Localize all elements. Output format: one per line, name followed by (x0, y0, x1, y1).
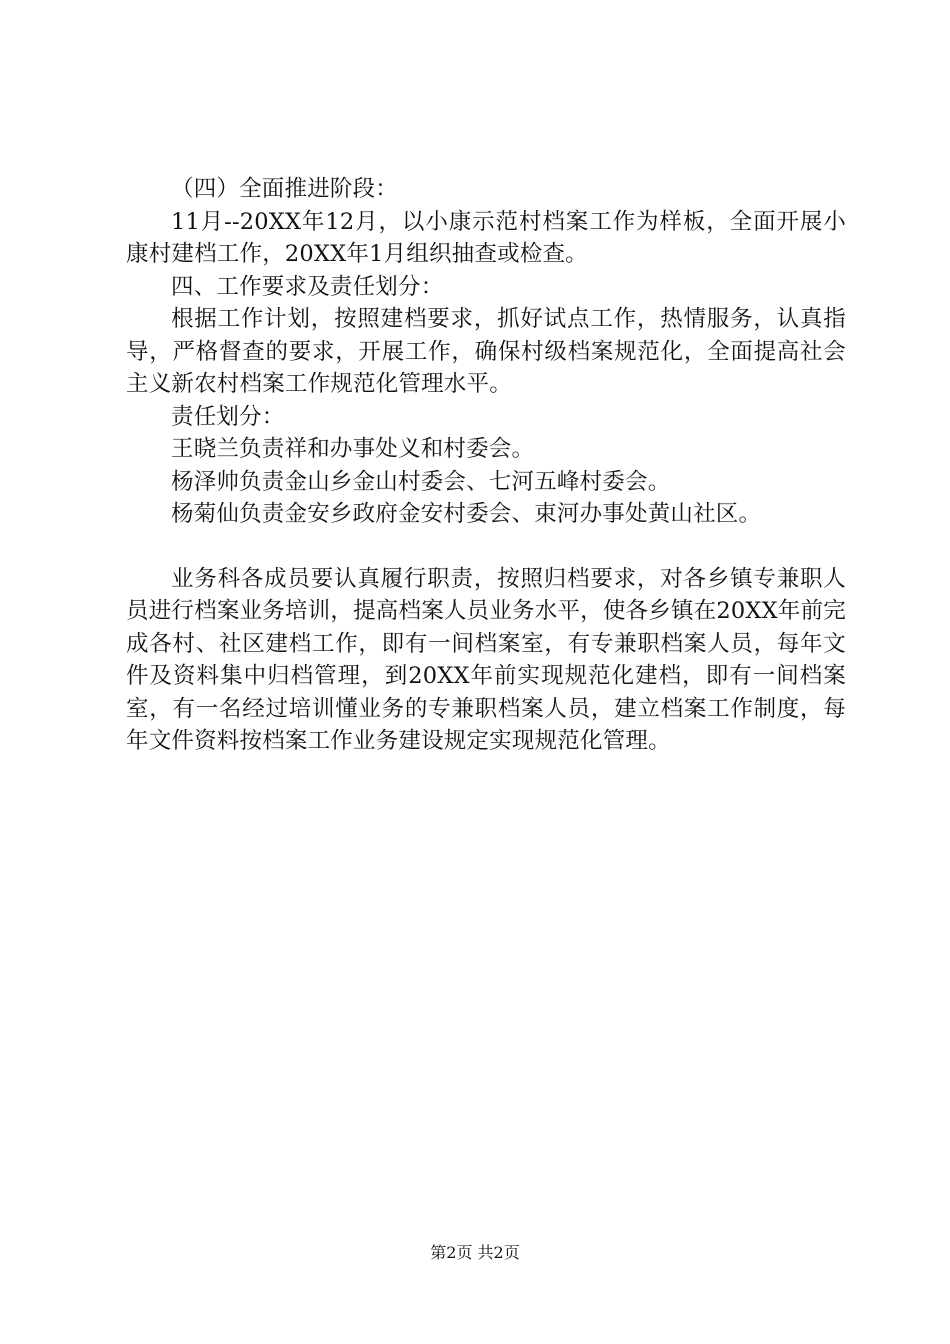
responsibility-item: 杨菊仙负责金安乡政府金安村委会、束河办事处黄山社区。 (171, 501, 762, 527)
document-body (126, 173, 846, 758)
responsibility-item: 王晓兰负责祥和办事处义和村委会。 (171, 436, 535, 462)
paragraph-work-plan: 根据工作计划，按照建档要求，抓好试点工作，热情服务，认真指导，严格督查的要求，开展工作，确保村级档案规范化，全面提高社会主义新农村档案工作规范化管理水平。 (126, 306, 846, 397)
section-heading-requirements: 四、工作要求及责任划分： (171, 273, 444, 300)
paragraph-schedule: 11月--20XX年12月，以小康示范村档案工作为样板，全面开展小康村建档工作，20XX年1月组织抽查或检查。 (126, 208, 846, 267)
page-footer: 第2页 共2页 (430, 1243, 520, 1262)
paragraph-duties: 业务科各成员要认真履行职责，按照归档要求，对各乡镇专兼职人员进行档案业务培训，提高档案人员业务水平，使各乡镇在20XX年前完成各村、社区建档工作，即有一间档案室，有专兼职档案人员，每年文件及资料集中归档管理，到20XX年前实现规范化建档，即有一间档案室，有一名经过培训懂业务的专兼职档案人员，建立档案工作制度，每年文件资料按档案工作业务建设规定实现规范化管理。 (126, 565, 846, 754)
responsibility-item: 杨泽帅负责金山乡金山村委会、七河五峰村委会。 (171, 468, 671, 495)
section-heading-phase-four: （四）全面推进阶段： (171, 176, 399, 202)
section-heading-responsibility: 责任划分： (171, 403, 285, 430)
paragraph-spacer (126, 531, 846, 563)
